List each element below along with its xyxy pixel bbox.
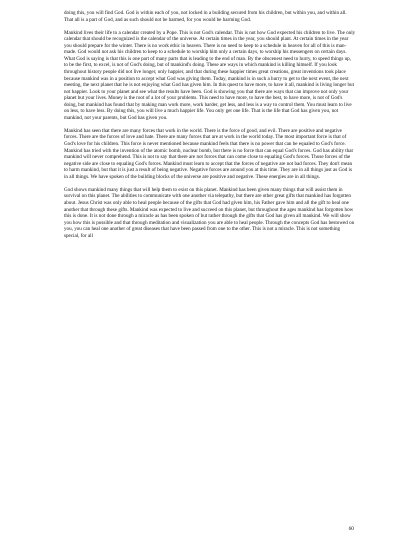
page-number: 60 [348, 526, 354, 533]
paragraph-2: Mankind lives their life to a calendar created by a Pope. This is not God's calendar. This is not how God expected his children to live. The only calendar that should be recognized is the calendar of the universe. At certain times in the year, you should plant. At certain times in the year you should prepare for the winter. There is no work ethic in heaven. There is no need to keep to a schedule in heaven for all of this is man-made. God would not ask his children to keep to a schedule to worship him only a certain days, to worship his messengers on certain days. What God is saying is that this is one part of many parts that is leading to the end of man. By the obscenest need to hurry, to speed things up, to be the first, to excel, is not of God's doing, but of mankind's doing. These are ways in which mankind is killing himself. If you look throughout history people did not live longer, only happier, and that during these happier times great creations, great inventions took place because mankind was in a position to accept what God was giving them. Today, mankind is in such a hurry to get to the next event, the next meeting, the next planet that he is not enjoying what God has given him. In this quest to have more, to have it all, mankind is living longer but not happier. Look to your planet and see what the results have been. God is showing you that there are ways that can improve not only your planet but your lives. Money is the root of a lot of your problems. This need to have more, to have the best, to have more, is not of God's doing, but mankind has found that by making man work more, work harder, get less, and less is a way to control them. You must learn to live on less, to have less. By doing this, you will live a much happier life. You only get one life. That is the life that God has given you, not mankind, not your parents, but God has given you. [64, 29, 356, 121]
paragraph-4: God shows mankind many things that will help them to exist on this planet. Mankind has been given many things that will assist them in survival on this planet. The abilities to communicate with one another via telepathy, but there are other great gifts that mankind has forgotten about. Jesus Christ was only able to heal people because of the gifts that God had given him, his Father gave him and all the gift to heal one another that through these gifts. Mankind was expected to live and succeed on this planet, but throughout the ages mankind has forgotten how this is done. It is not done through a miracle as has been spoken of but rather through the gifts that God has given all mankind. We will show you how this is possible and that through meditation and visualization you are able to heal people. Through the concepts God has bestowed on you, you can heal one another of great diseases that have been passed from one to the other. This is not a miracle. This is not something special, for all [64, 186, 355, 239]
paragraph-3: Mankind has seen that there are many forces that work in the world. There is the force of good, and evil. There are positive and negative forces. There are the forces of love and hate. There are many forces that are at work in the world today. The most important force is that of God's love for his children. This force is never mentioned because mankind feels that there is no power that can be equaled to God's force. Mankind has tried with the invention of the atomic bomb, nuclear bomb, but there is no force that can equal God's forces. God has ability that mankind will never comprehend. This is not to say that there are not forces that can come close to equaling God's forces. Those forces of the negative side are close to equaling God's forces. Mankind must learn to accept that the forces of negative are not bad forces. They don't mean to harm mankind, but that it is just a result of being negative. Negative forces are around you at this time. They are in all things just as God is in all things. We have spoken of the building blocks of the universe are positive and negative. These energies are in all things. [64, 127, 353, 180]
paragraph-1: doing this, you will find God. God is within each of you, not locked in a building secured from his children, but within you, and within all. That all is a part of God, and as such should not be harmed, for you would be harming God. [64, 10, 347, 23]
